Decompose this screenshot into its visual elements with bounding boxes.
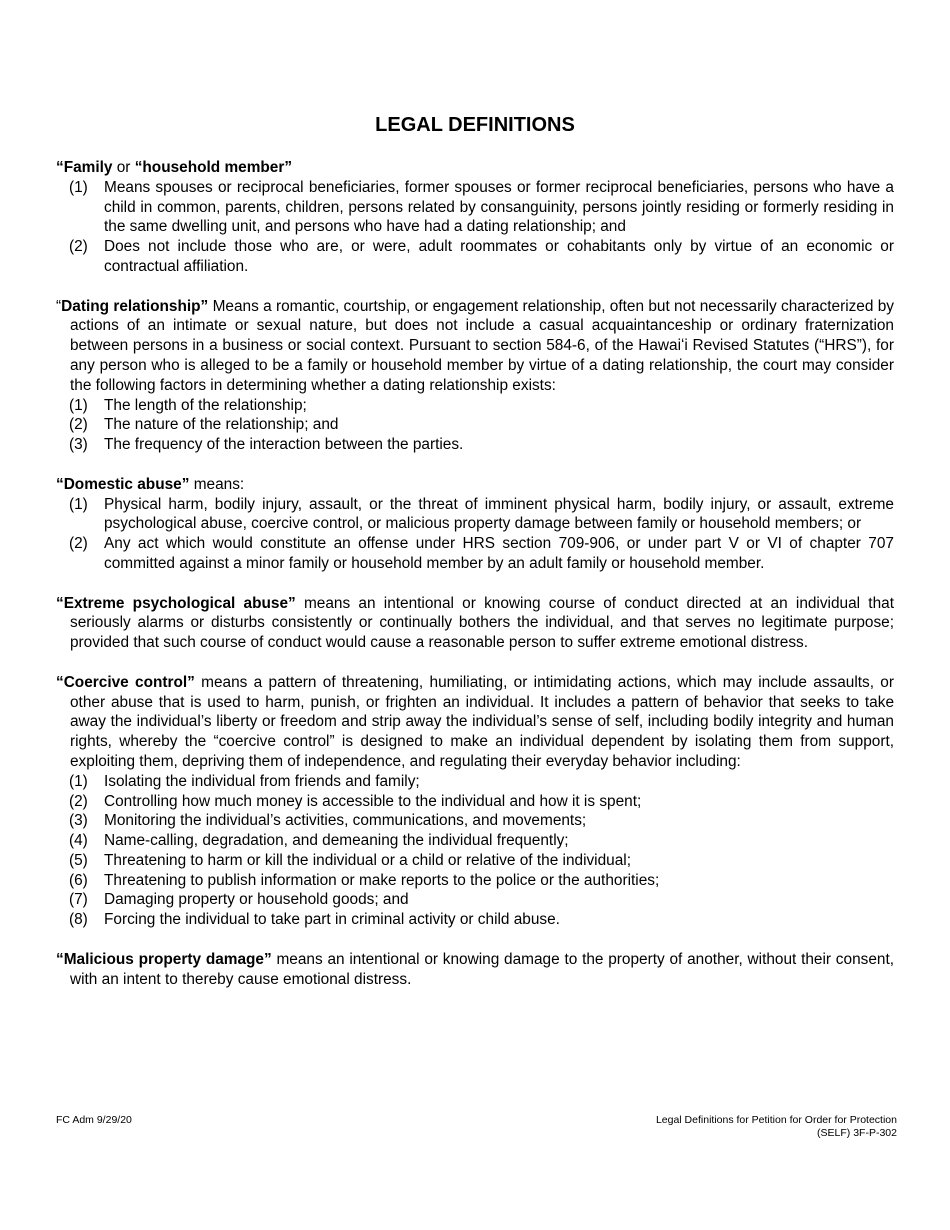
list-item — [56, 495, 894, 535]
definition-text: means a pattern of threatening, humiliating, or intimidating actions, which may include assaults, or other abuse that is used to harm, punish, or frighten an individual. It includes a pattern of behavior that seeks to take away the individual’s liberty or freedom and strip away the individual’s sense of self, including bodily integrity and human rights, whereby the “coercive control” is designed to make an individual dependent by isolating them from support, exploiting them, depriving them of independence, and regulating their everyday behavior including: — [70, 673, 894, 770]
list-number: (3) — [69, 436, 88, 454]
footer-form-number: (SELF) 3F-P-302 — [817, 1127, 897, 1139]
list-number: (1) — [69, 772, 88, 790]
list-number: (5) — [69, 851, 88, 869]
list-item — [56, 772, 894, 792]
list-text: The length of the relationship; — [104, 396, 307, 414]
list-number: (8) — [69, 911, 88, 929]
open-quote: “ — [56, 297, 62, 315]
list-item — [56, 910, 894, 930]
footer-form-date: FC Adm 9/29/20 — [56, 1114, 132, 1126]
list-number: (2) — [69, 792, 88, 810]
list-number: (7) — [69, 891, 88, 909]
term-extreme-psychological-abuse: “Extreme psychological abuse” — [56, 594, 296, 612]
list-item — [56, 534, 894, 574]
list-item — [56, 178, 894, 237]
footer-form-name: Legal Definitions for Petition for Order for Protection — [655, 1114, 897, 1126]
list-text: Monitoring the individual’s activities, communications, and movements; — [104, 812, 587, 830]
definition-family — [56, 158, 894, 277]
definition-extreme-psychological-abuse — [56, 594, 894, 653]
list-item — [56, 811, 894, 831]
list-text: Threatening to harm or kill the individual or a child or relative of the individual; — [104, 851, 631, 869]
list-text: Means spouses or reciprocal beneficiaries, former spouses or former reciprocal beneficiaries, persons who have a child in common, parents, children, persons related by consanguinity, persons jointly residing or formerly residing in the same dwelling unit, and persons who have had a dating relationship; and — [104, 178, 894, 236]
list-text: Forcing the individual to take part in criminal activity or child abuse. — [104, 911, 560, 929]
definition-paragraph — [56, 594, 894, 653]
list-text: Any act which would constitute an offense under HRS section 709-906, or under part V or VI of chapter 707 committed against a minor family or household member by an adult family or household member. — [104, 535, 894, 572]
term-connector: or — [112, 159, 135, 176]
definition-text: means an intentional or knowing course of conduct directed at an individual that seriously alarms or disturbs consistently or continually bothers the individual, and that serves no legitimate purpose; provided that such course of conduct would cause a reasonable person to suffer extreme emotional distress. — [70, 594, 894, 652]
definition-dating-relationship — [56, 297, 894, 455]
footer-form-title — [656, 1114, 897, 1140]
list-item — [56, 435, 894, 455]
term-household-member: “household member” — [134, 159, 293, 176]
list-number: (2) — [69, 416, 88, 434]
definition-heading — [56, 158, 894, 178]
list-number: (1) — [69, 396, 88, 414]
list-item — [56, 396, 894, 416]
definition-paragraph — [56, 297, 894, 396]
list-item — [56, 415, 894, 435]
list-item — [56, 831, 894, 851]
term-malicious-property-damage: “Malicious property damage” — [56, 950, 272, 968]
term-domestic-abuse: “Domestic abuse” — [56, 475, 190, 493]
list-number: (1) — [69, 178, 88, 196]
list-number: (2) — [69, 238, 88, 256]
definition-text: means an intentional or knowing damage to the property of another, without their consent, with an intent to thereby cause emotional distress. — [70, 950, 894, 988]
list-text: The frequency of the interaction between the parties. — [104, 436, 464, 454]
list-text: Threatening to publish information or make reports to the police or the authorities; — [104, 871, 660, 889]
list-item — [56, 237, 894, 277]
list-text: Physical harm, bodily injury, assault, or the threat of imminent physical harm, bodily injury, or assault, extreme psychological abuse, coercive control, or malicious property damage between family or household members; or — [104, 495, 894, 533]
list-text: Damaging property or household goods; and — [104, 891, 409, 909]
definition-domestic-abuse — [56, 475, 894, 574]
definition-paragraph — [56, 673, 894, 772]
definition-heading — [56, 475, 894, 495]
list-number: (6) — [69, 871, 88, 889]
definitions-body — [56, 158, 894, 1009]
list-number: (1) — [69, 495, 88, 513]
list-item — [56, 890, 894, 910]
definition-text: means: — [189, 475, 245, 493]
list-text: Isolating the individual from friends and family; — [104, 772, 420, 790]
term-coercive-control: “Coercive control” — [56, 673, 195, 691]
list-text: Name-calling, degradation, and demeaning the individual frequently; — [104, 832, 569, 850]
definition-text: Means a romantic, courtship, or engagement relationship, often but not necessarily characterized by actions of an intimate or sexual nature, but does not include a casual acquaintanceship or ordinary fraternization between persons in a business or social context. Pursuant to section 584-6, of the Hawaiʻi Revised Statutes (“HRS”), for any person who is alleged to be a family or household member by virtue of a dating relationship, the court may consider the following factors in determining whether a dating relationship exists: — [70, 297, 894, 394]
list-text: Does not include those who are, or were, adult roommates or cohabitants only by virtue of an economic or contractual affiliation. — [104, 238, 894, 275]
list-number: (4) — [69, 832, 88, 850]
list-item — [56, 871, 894, 891]
list-text: Controlling how much money is accessible to the individual and how it is spent; — [104, 792, 642, 810]
list-item — [56, 792, 894, 812]
term-dating-relationship: Dating relationship” — [61, 297, 209, 315]
page-title: LEGAL DEFINITIONS — [375, 114, 575, 136]
definition-malicious-property-damage — [56, 950, 894, 990]
definition-paragraph — [56, 950, 894, 990]
definition-coercive-control — [56, 673, 894, 930]
list-item — [56, 851, 894, 871]
list-number: (3) — [69, 812, 88, 830]
term-family: “Family — [56, 159, 113, 176]
list-number: (2) — [69, 535, 88, 553]
list-text: The nature of the relationship; and — [104, 416, 339, 434]
